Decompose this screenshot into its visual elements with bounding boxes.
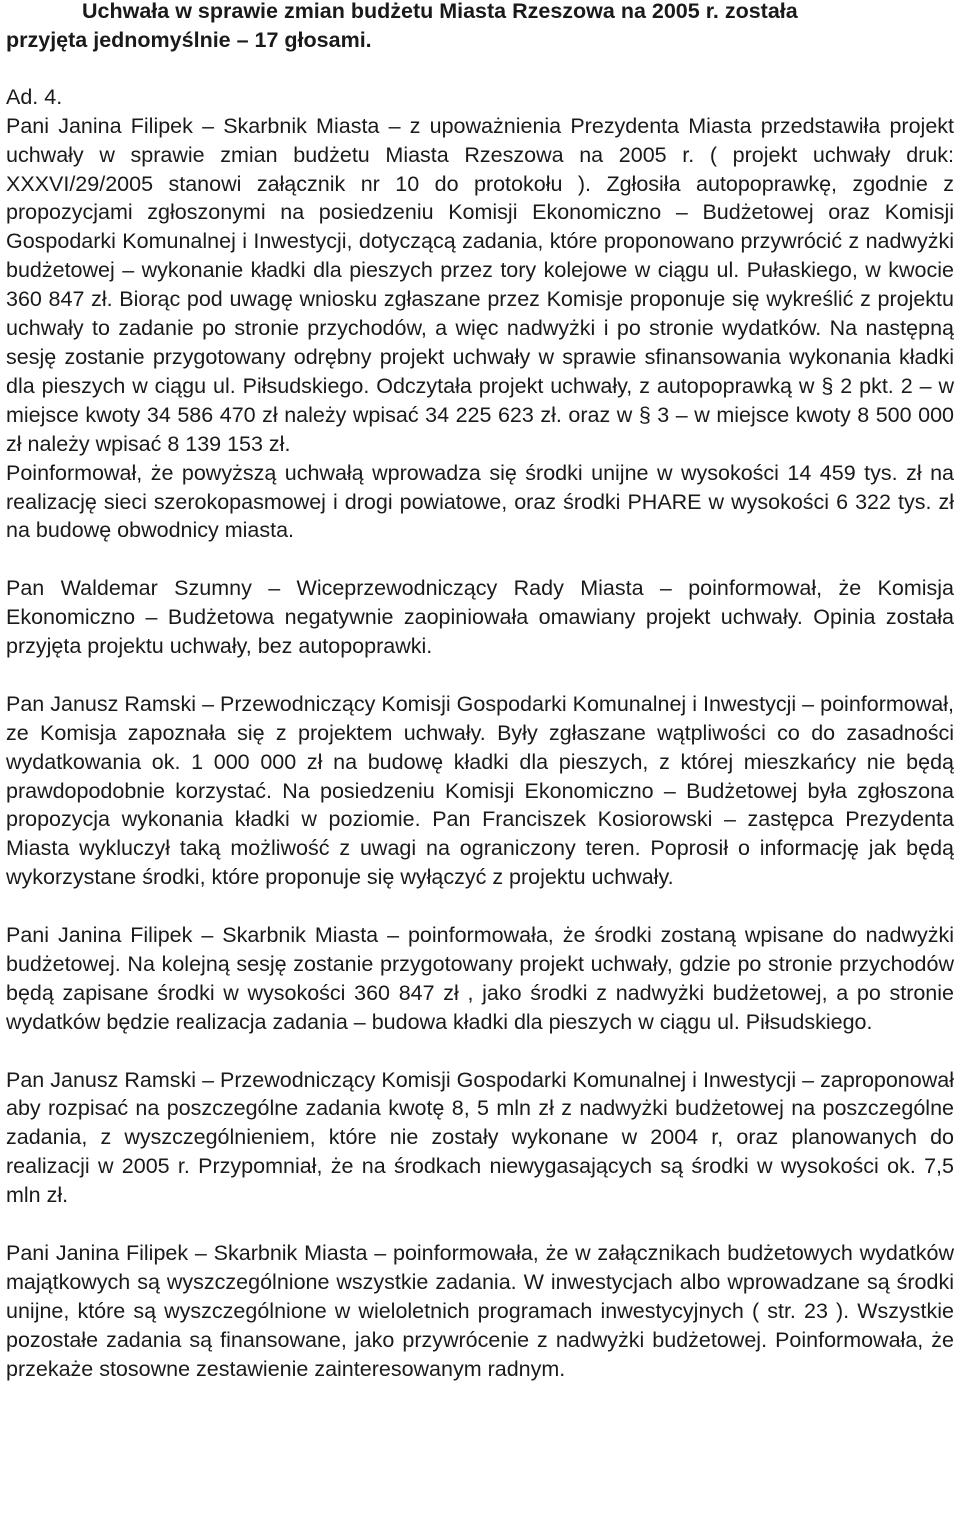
paragraph-ramski-1: Pan Janusz Ramski – Przewodniczący Komisji Gospodarki Komunalnej i Inwestycji – poinformował, ze Komisja zapoznała się z projektem uchwały. Były zgłaszane wątpliwości co do zasadności wydatkowania ok. 1 000 000 zł na budowę kładki dla pieszych, z której mieszkańcy nie będą prawdopodobnie korzystać. Na posiedzeniu Komisji Ekonomiczno – Budżetowej była zgłoszona propozycja wykonania kładki w poziomie. Pan Franciszek Kosiorowski – zastępca Prezydenta Miasta wykluczył taką możliwość z uwagi na ograniczony teren. Poprosił o informację jak będą wykorzystane środki, które proponuje się wyłączyć z projektu uchwały. <box>6 691 954 890</box>
resolution-heading-line2: przyjęta jednomyślnie – 17 głosami. <box>6 27 372 52</box>
paragraph-szumny: Pan Waldemar Szumny – Wiceprzewodniczący Rady Miasta – poinformował, że Komisja Ekonomiczno – Budżetowa negatywnie zaopiniowała omawiany projekt uchwały. Opinia została przyjęta projektu uchwały, bez autopoprawki. <box>6 576 954 659</box>
resolution-heading <box>6 0 954 55</box>
paragraph-ramski-2: Pan Janusz Ramski – Przewodniczący Komisji Gospodarki Komunalnej i Inwestycji – zaproponował aby rozpisać na poszczególne zadania kwotę 8, 5 mln zł z nadwyżki budżetowej na poszczególne zadania, z wyszczególnieniem, które nie zostały wykonane w 2004 r, oraz planowanych do realizacji w 2005 r. Przypomniał, że na środkach niewygasających są środki w wysokości ok. 7,5 mln zł. <box>6 1067 954 1208</box>
paragraph-skarbnik-presentation: Pani Janina Filipek – Skarbnik Miasta – z upoważnienia Prezydenta Miasta przedstawiła projekt uchwały w sprawie zmian budżetu Miasta Rzeszowa na 2005 r. ( projekt uchwały druk: XXXVI/29/2005 stanowi załącznik nr 10 do protokołu ). Zgłosiła autopoprawkę, zgodnie z propozycjami zgłoszonymi na posiedzeniu Komisji Ekonomiczno – Budżetowej oraz Komisji Gospodarki Komunalnej i Inwestycji, dotyczącą zadania, które proponowano przywrócić z nadwyżki budżetowej – wykonanie kładki dla pieszych przez tory kolejowe w ciągu ul. Pułaskiego, w kwocie 360 847 zł. Biorąc pod uwagę wniosku zgłaszane przez Komisje proponuje się wykreślić z projektu uchwały to zadanie po stronie przychodów, a więc nadwyżki i po stronie wydatków. Na następną sesję zostanie przygotowany odrębny projekt uchwały w sprawie sfinansowania wykonania kładki dla pieszych w ciągu ul. Piłsudskiego. Odczytała projekt uchwały, z autopoprawką w § 2 pkt. 2 – w miejsce kwoty 34 586 470 zł należy wpisać 34 225 623 zł. oraz w § 3 – w miejsce kwoty 8 500 000 zł należy wpisać 8 139 153 zł. <box>6 113 954 456</box>
paragraph-filipek-3: Pani Janina Filipek – Skarbnik Miasta – poinformowała, że w załącznikach budżetowych wydatków majątkowych są wyszczególnione wszystkie zadania. W inwestycjach albo wprowadzane są środki unijne, które są wyszczególnione w wieloletnich programach inwestycyjnych ( str. 23 ). Wszystkie pozostałe zadania są finansowane, jako przywrócenie z nadwyżki budżetowej. Poinformowała, że przekaże stosowne zestawienie zainteresowanym radnym. <box>6 1240 954 1381</box>
agenda-item-label: Ad. 4. <box>6 84 63 109</box>
resolution-heading-line1: Uchwała w sprawie zmian budżetu Miasta Rzeszowa na 2005 r. została <box>82 0 798 23</box>
paragraph-filipek-2: Pani Janina Filipek – Skarbnik Miasta – poinformowała, że środki zostaną wpisane do nadwyżki budżetowej. Na kolejną sesję zostanie przygotowany projekt uchwały, gdzie po stronie przychodów będą zapisane środki w wysokości 360 847 zł , jako środki z nadwyżki budżetowej, a po stronie wydatków będzie realizacja zadania – budowa kładki dla pieszych w ciągu ul. Piłsudskiego. <box>6 923 954 1034</box>
paragraph-eu-funds: Poinformował, że powyższą uchwałą wprowadza się środki unijne w wysokości 14 459 tys. zł na realizację sieci szerokopasmowej i drogi powiatowe, oraz środki PHARE w wysokości 6 322 tys. zł na budowę obwodnicy miasta. <box>6 460 954 543</box>
